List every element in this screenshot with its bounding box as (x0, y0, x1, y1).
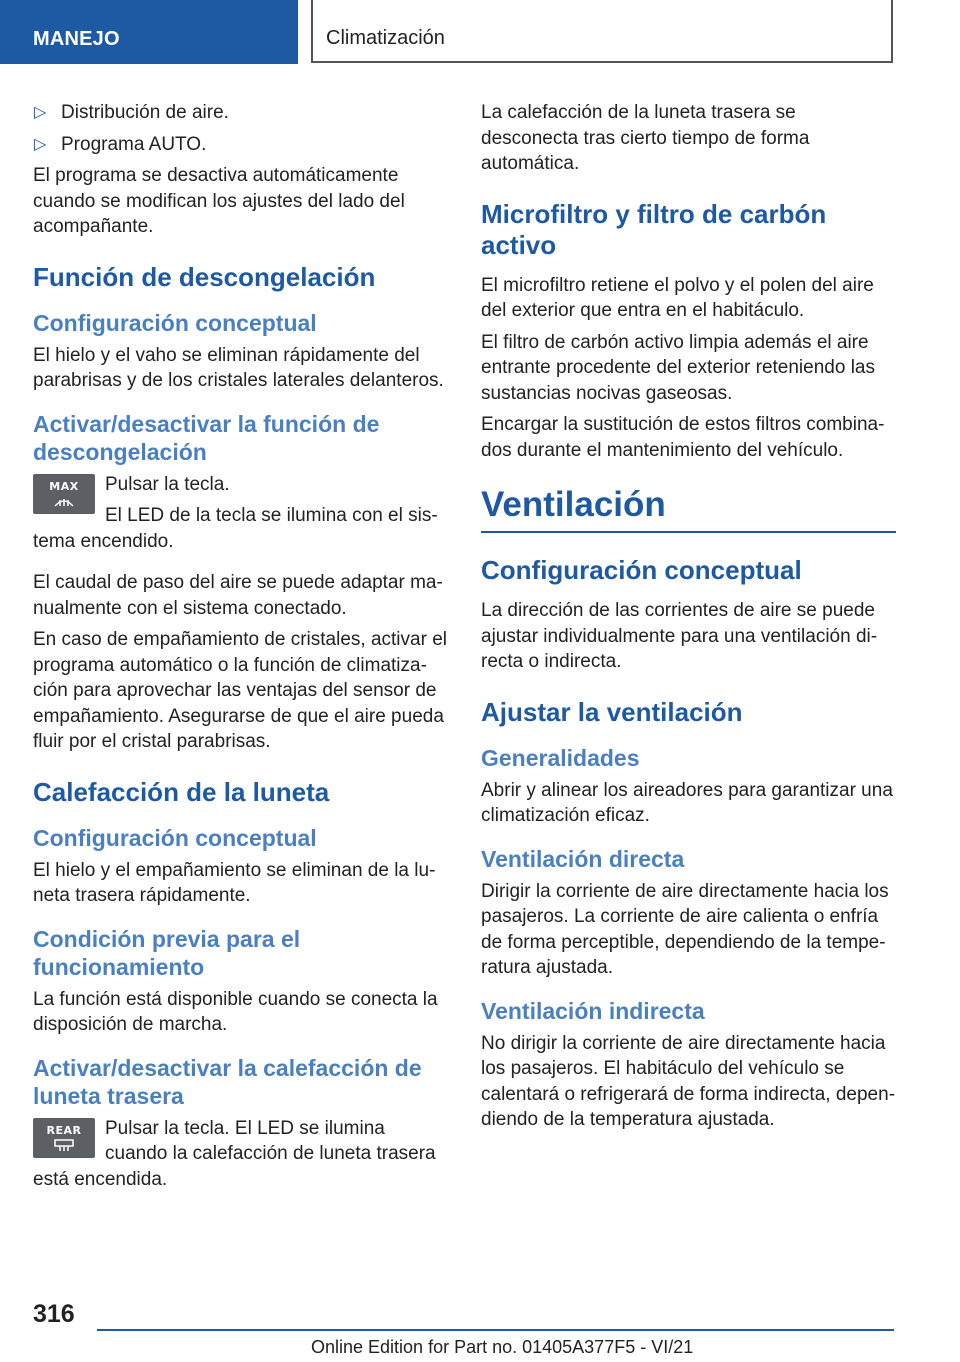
heading-rear-heating: Calefacción de la luneta (33, 776, 330, 807)
defrost-key-row (33, 472, 448, 561)
key-label: REAR (46, 1123, 82, 1137)
paragraph: La calefacción de la luneta trasera se desconecta tras cierto tiempo de forma automática. (481, 102, 810, 174)
paragraph: Abrir y alinear los aireadores para garantizar una climatización eficaz. (481, 779, 893, 826)
paragraph: Pulsar la tecla. (105, 473, 230, 495)
paragraph: El microfiltro retiene el polvo y el polen del aire del exterior que entra en el habitáculo. (481, 274, 874, 321)
paragraph: El hielo y el vaho se eliminan rápidamente del parabrisas y de los cristales laterales delanteros. (33, 344, 444, 391)
paragraph: El programa se desactiva automáticamente cuando se modifican los ajustes del lado del acompañante. (33, 165, 405, 237)
rear-key-row (33, 1116, 448, 1193)
subheading-direct: Ventilación directa (481, 845, 685, 872)
subheading-toggle-defrost: Activar/desactivar la función de descongelación (33, 410, 380, 465)
footer-divider (97, 1329, 894, 1331)
paragraph: El filtro de carbón activo limpia además el aire entrante procedente del exterior reteniendo las sustancias nocivas gaseosas. (481, 331, 875, 404)
paragraph: Dirigir la corriente de aire directamente hacia los pasajeros. La corriente de aire calienta o enfría de forma perceptible, dependiendo de la temperatura ajustada. (481, 880, 889, 978)
paragraph: Encargar la sustitución de estos filtros combinados durante el mantenimiento del vehículo. (481, 414, 885, 461)
chapter-heading-ventilation: Ventilación (481, 483, 896, 533)
paragraph: El caudal de paso del aire se puede adaptar manualmente con el sistema conectado. (33, 572, 443, 619)
paragraph: En caso de empañamiento de cristales, activar el programa automático o la función de climatización para aprovechar las ventajas del sensor de empañamiento. Asegurarse de que el aire pueda fluir por el cristal parabrisas. (33, 629, 447, 752)
chapter-title: Climatización (326, 27, 445, 49)
max-defrost-key-icon (33, 474, 95, 514)
paragraph: La dirección de las corrientes de aire se puede ajustar individualmente para una ventilación directa o indirecta. (481, 600, 878, 672)
heading-adjust: Ajustar la ventilación (481, 696, 743, 727)
subheading-concept: Configuración conceptual (33, 824, 317, 851)
paragraph: El LED de la tecla se ilumina con el sistema encendido. (33, 505, 438, 552)
rear-defrost-key-icon (33, 1118, 95, 1158)
list-item (33, 132, 448, 158)
page-number: 316 (33, 1300, 75, 1328)
section-tab (0, 0, 298, 64)
edition-text: Online Edition for Part no. 01405A377F5 - VI/21 (311, 1337, 694, 1357)
triangle-bullet-icon: ▷ (34, 135, 47, 153)
heat-waves-icon (53, 494, 75, 508)
heading-concept: Configuración conceptual (481, 555, 802, 585)
paragraph: La función está disponible cuando se conecta la disposición de marcha. (33, 988, 438, 1035)
key-label: MAX (49, 479, 79, 493)
list-item (33, 100, 448, 126)
subheading-toggle-rear: Activar/desactivar la calefacción de luneta trasera (33, 1054, 422, 1109)
paragraph: El hielo y el empañamiento se eliminan de la luneta trasera rápidamente. (33, 859, 436, 906)
right-column (481, 100, 896, 1139)
triangle-bullet-icon: ▷ (34, 104, 47, 121)
chapter-header (311, 0, 893, 63)
subheading-precondition: Condición previa para el funcionamiento (33, 925, 301, 980)
list-item-text: Programa AUTO. (61, 133, 207, 155)
paragraph: No dirigir la corriente de aire directamente hacia los pasajeros. El habitáculo del vehículo se calentará o refrigerará de forma indirecta, dependiendo de la temperatura ajustada. (481, 1032, 896, 1130)
heading-defrost: Función de descongelación (33, 261, 376, 292)
heading-filter: Microfiltro y filtro de carbón activo (481, 198, 827, 260)
section-title: MANEJO (33, 28, 120, 50)
paragraph: Pulsar la tecla. El LED se ilumina cuando la calefacción de luneta trasera está encendida. (33, 1117, 436, 1190)
heat-waves-icon (53, 1138, 75, 1152)
subheading-general: Generalidades (481, 744, 640, 771)
subheading-indirect: Ventilación indirecta (481, 997, 705, 1024)
subheading-concept: Configuración conceptual (33, 309, 317, 336)
left-column (33, 100, 448, 1198)
list-item-text: Distribución de aire. (61, 102, 229, 123)
